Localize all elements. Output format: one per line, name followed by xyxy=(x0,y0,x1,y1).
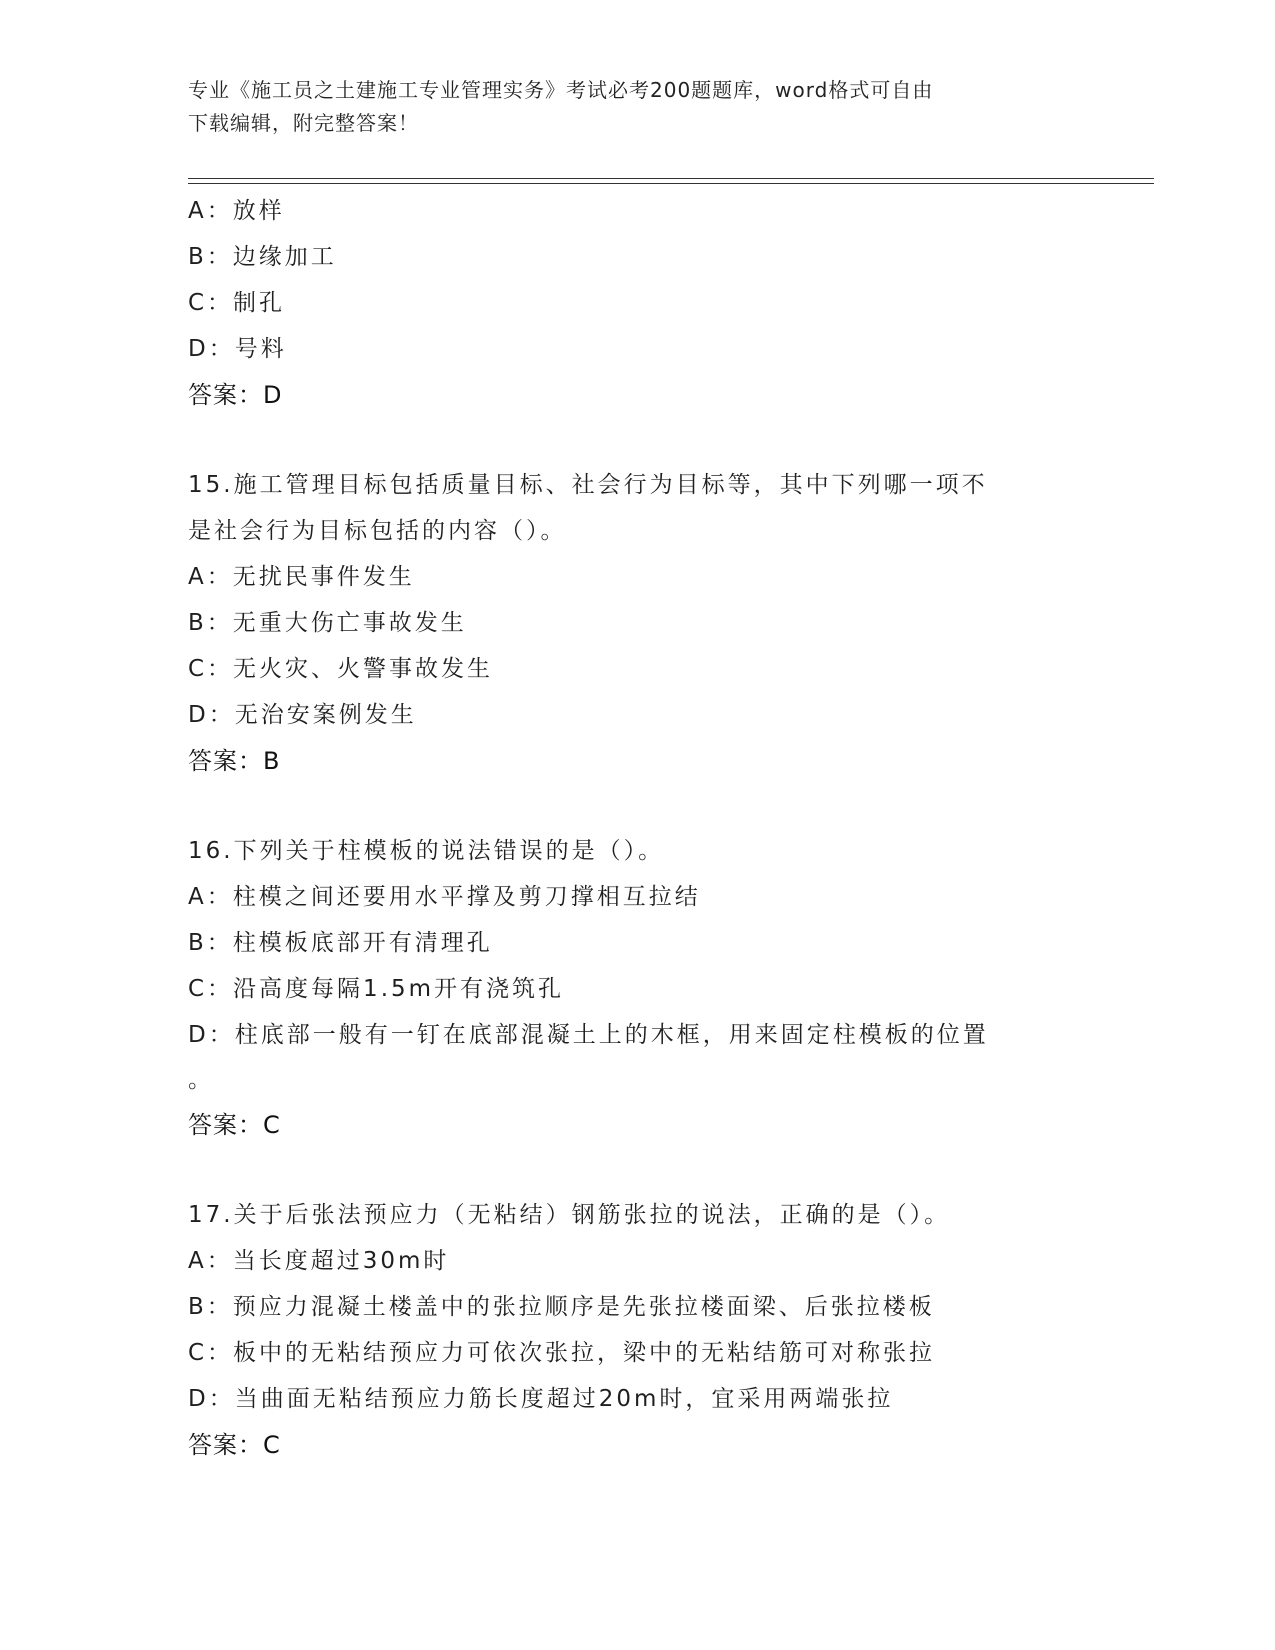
answer-line: 答案：D xyxy=(188,381,283,409)
option-a: A：无扰民事件发生 xyxy=(188,564,415,590)
header-line-2: 下载编辑，附完整答案！ xyxy=(188,111,419,135)
option-c: C：无火灾、火警事故发生 xyxy=(188,656,494,682)
question-stem: 17.关于后张法预应力（无粘结）钢筋张拉的说法，正确的是（）。 xyxy=(188,1202,951,1228)
option-d: D：柱底部一般有一钉在底部混凝土上的木框，用来固定柱模板的位置 xyxy=(188,1022,989,1048)
question-block-15 xyxy=(188,462,1088,784)
option-d: D：号料 xyxy=(188,336,287,362)
question-block-17 xyxy=(188,1192,1088,1468)
header-divider-bottom xyxy=(188,183,1154,184)
option-a: A：当长度超过30m时 xyxy=(188,1248,450,1274)
option-c: C：板中的无粘结预应力可依次张拉，梁中的无粘结筋可对称张拉 xyxy=(188,1340,936,1366)
answer-line: 答案：C xyxy=(188,1111,281,1139)
question-stem: 16.下列关于柱模板的说法错误的是（）。 xyxy=(188,838,665,864)
option-d: D：当曲面无粘结预应力筋长度超过20m时，宜采用两端张拉 xyxy=(188,1386,894,1412)
option-c: C：沿高度每隔1.5m开有浇筑孔 xyxy=(188,976,565,1002)
option-a: A：柱模之间还要用水平撑及剪刀撑相互拉结 xyxy=(188,884,701,910)
document-body xyxy=(188,188,1088,1468)
answer-line: 答案：B xyxy=(188,747,281,775)
option-b: B：柱模板底部开有清理孔 xyxy=(188,930,493,956)
question-stem: 15.施工管理目标包括质量目标、社会行为目标等，其中下列哪一项不 xyxy=(188,472,988,498)
question-block-14 xyxy=(188,188,1088,418)
document-header xyxy=(188,74,1088,140)
option-d-tail: 。 xyxy=(188,1067,214,1093)
header-divider-top xyxy=(188,178,1154,179)
question-block-16 xyxy=(188,828,1088,1148)
option-b: B：预应力混凝土楼盖中的张拉顺序是先张拉楼面梁、后张拉楼板 xyxy=(188,1294,935,1320)
option-a: A：放样 xyxy=(188,198,285,224)
header-line-1: 专业《施工员之土建施工专业管理实务》考试必考200题题库，word格式可自由 xyxy=(188,78,934,102)
option-b: B：边缘加工 xyxy=(188,244,337,270)
option-c: C：制孔 xyxy=(188,290,286,316)
answer-line: 答案：C xyxy=(188,1431,281,1459)
question-stem-cont: 是社会行为目标包括的内容（）。 xyxy=(188,518,567,544)
option-b: B：无重大伤亡事故发生 xyxy=(188,610,467,636)
option-d: D：无治安案例发生 xyxy=(188,702,417,728)
